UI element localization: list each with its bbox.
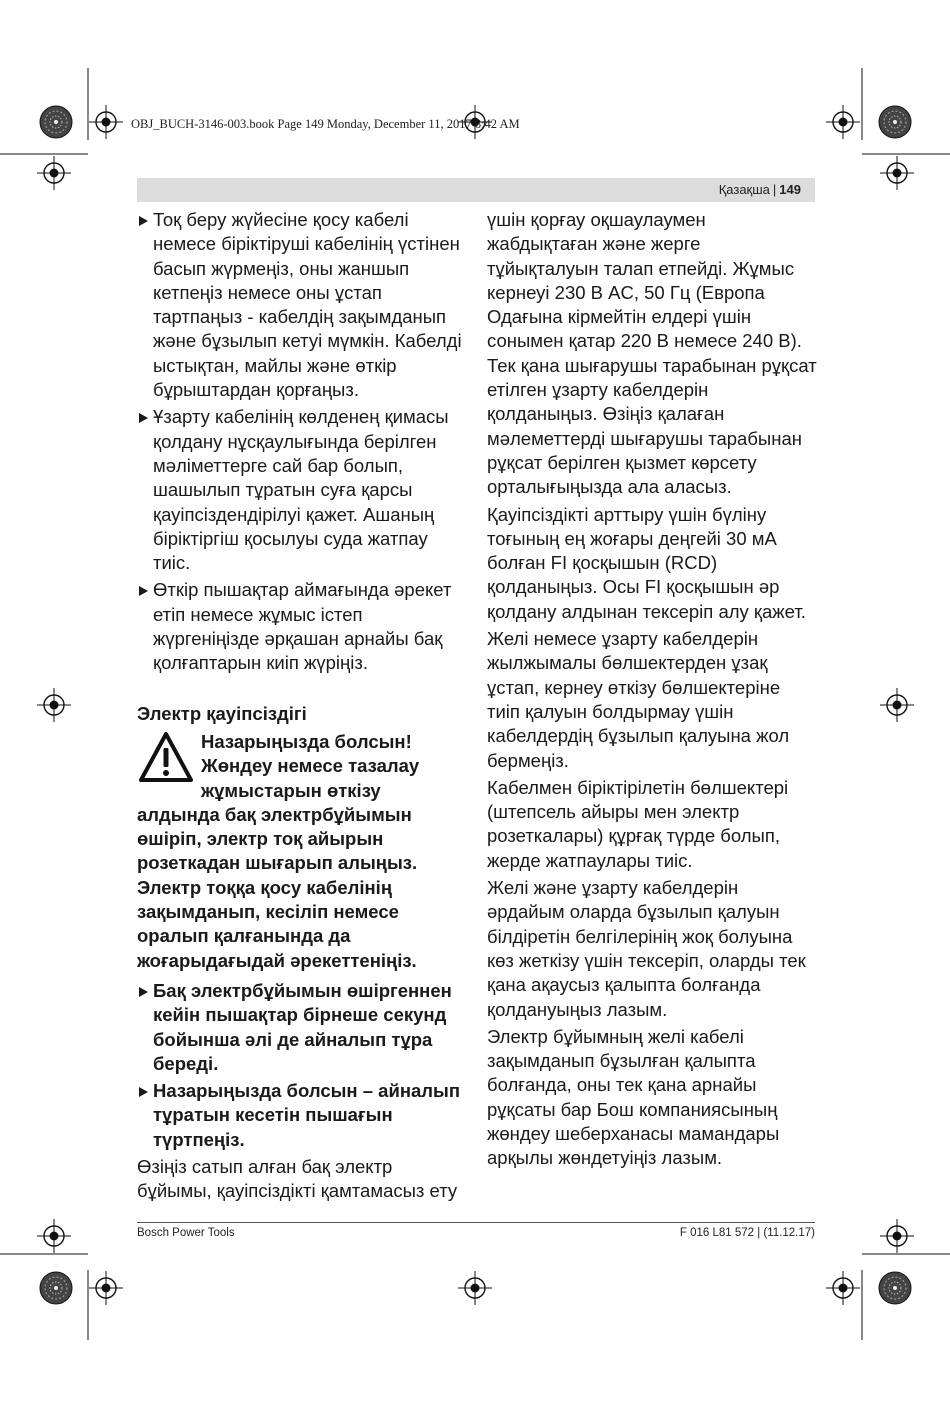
bullet-text: Өткір пышақтар аймағында әрекет етіп немесе жұмыс істеп жүргеніңізде әрқашан арнайы бақ қолғаптарын киіп жүріңіз. [153, 579, 452, 674]
registration-mark-icon [880, 156, 914, 190]
registration-mark-icon [880, 1219, 914, 1253]
registration-mark-icon [880, 688, 914, 722]
header-separator: | [772, 182, 777, 197]
body-paragraph: Желі және ұзарту кабелдерін әрдайым оларда бұзылып қалуын білдіретін белгілерінің жоқ болуына көз жеткізу үшін тексеріп, оларды тек қана ақаусыз қалыпта болғанда қолдануыңыз лазым. [487, 877, 806, 1020]
footer-rule [137, 1222, 815, 1223]
registration-mark-icon [37, 688, 71, 722]
body-paragraph: Электр бұйымның желі кабелі зақымданып бұзылған қалыпта болғанда, оны тек қана арнайы рұқсаты бар Бош компаниясының жөндеу шеберханасы мамандары арқылы жөндетуіңіз лазым. [487, 1025, 780, 1169]
warning-block [137, 730, 467, 973]
color-wheel-icon [879, 1272, 911, 1304]
bullet-text: Бақ электрбұйымын өшіргеннен кейін пышақтар бірнеше секунд бойынша әлі де айналып тұра береді. [153, 979, 452, 1074]
bullet-item [137, 208, 467, 402]
registration-mark-icon [458, 1271, 492, 1305]
footer-doc-code: F 016 L81 572 | (11.12.17) [679, 1227, 815, 1239]
bullet-text: Назарыңызда болсын – айналып тұратын кесетін пышағын түртпеңіз. [153, 1080, 461, 1150]
bullet-triangle-icon [139, 1087, 148, 1097]
bullet-item [137, 578, 467, 675]
registration-mark-icon [37, 1219, 71, 1253]
bullet-text: Тоқ беру жүйесіне қосу кабелі немесе біріктіруші кабелінің үстінен басып жүрмеңіз, оны жаншып кетпеңіз немесе оны ұстап тартпаңыз - кабелдің зақымданып және бұзылып кетуі мүмкін. Кабелді ыстықтан, майлы және өткір бұрыштардан қорғаңыз. [153, 209, 462, 401]
registration-mark-icon [89, 1271, 123, 1305]
bullet-item [137, 979, 467, 1076]
page-number: 149 [779, 182, 801, 197]
color-wheel-icon [879, 106, 911, 138]
bullet-item [137, 1079, 467, 1152]
body-paragraph: Кабелмен біріктірілетін бөлшектері (штепсель айыры мен электр розеткалары) құрғақ түрде болып, жерде жатпаулары тиіс. [487, 776, 789, 871]
bullet-triangle-icon [139, 987, 148, 997]
body-paragraph: үшін қорғау оқшаулаумен жабдықтаған және жерге тұйықталуын талап етпейді. Жұмыс кернеуі 230 В AC, 50 Гц (Европа Одағына кірмейтін елдері үшін сонымен қатар 220 В немесе 240 В). Тек қана шығарушы тарабынан рұқсат етілген ұзарту кабелдерін қолданыңыз. Өзіңіз қалаған мәлеметтерді шығарушы тарабынан рұқсат берілген қызмет көрсету орталығыңызда ала аласыз. [487, 209, 817, 498]
body-text: Өзіңіз сатып алған бақ электр бұйымы, қауіпсіздікті қамтамасыз ету [137, 1155, 458, 1202]
bullet-triangle-icon [139, 413, 148, 423]
registration-mark-icon [826, 105, 860, 139]
bullet-item [137, 405, 467, 575]
registration-mark-icon [37, 156, 71, 190]
bullet-triangle-icon [139, 586, 148, 596]
color-wheel-icon [40, 106, 72, 138]
registration-mark-icon [826, 1271, 860, 1305]
color-wheel-icon [40, 1272, 72, 1304]
left-column [137, 208, 467, 1204]
body-paragraph: Қауіпсіздікті арттыру үшін бүліну тоғының ең жоғары деңгейі 30 мА болған FI қосқышын (RCD) қолданыңыз. Осы FI қосқышын әр қолдану алдынан тексеріп алу қажет. [487, 503, 806, 622]
registration-mark-icon [89, 105, 123, 139]
bullet-triangle-icon [139, 216, 148, 226]
book-info: OBJ_BUCH-3146-003.book Page 149 Monday, December 11, 2017 8:42 AM [131, 117, 520, 131]
warning-text: Назарыңызда болсын! Жөндеу немесе тазалау жұмыстарын өткізу алдында бақ электрбұйымын өшіріп, электр тоқ айырын розеткадан шығарып алыңыз. Электр тоққа қосу кабелінің зақымданып, кесіліп немесе оралып қалғанында да жоғарыдағыдай әрекеттеніңіз. [137, 730, 420, 971]
page-header [137, 178, 815, 202]
bullet-text: Ұзарту кабелінің көлденең қимасы қолдану нұсқаулығында берілген мәліметтерге сай бар болып, шашылып тұратын суға қарсы қауіпсіздендірілуі қажет. Ашаның біріктіргіш қосылуы суда жатпау тиіс. [153, 406, 449, 574]
body-paragraph: Желі немесе ұзарту кабелдерін жылжымалы бөлшектерден ұзақ ұстап, кернеу өткізу бөлшектеріне тиіп қалуын болдырмау үшін кабелдердің бұзылып қалуына жол бермеңіз. [487, 628, 790, 771]
warning-triangle-icon [137, 730, 195, 786]
section-heading: Электр қауіпсіздігі [137, 702, 307, 724]
right-column [487, 208, 817, 1174]
header-text [719, 182, 801, 197]
footer-publisher: Bosch Power Tools [137, 1227, 235, 1239]
header-section: Қазақша [718, 182, 770, 197]
